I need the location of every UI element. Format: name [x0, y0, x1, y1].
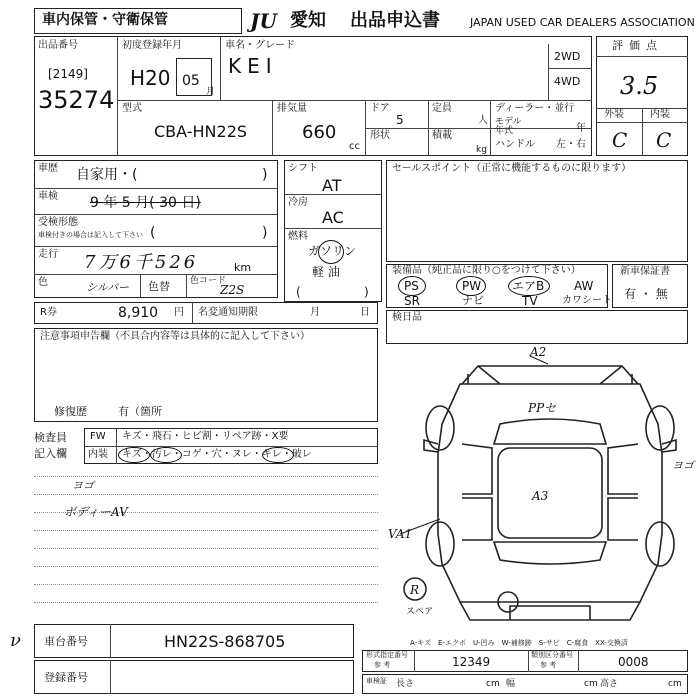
- color-value: シルバー: [86, 281, 129, 294]
- lot-small-number: [2149]: [48, 67, 88, 81]
- load-unit: kg: [476, 145, 487, 155]
- load-label: 積載: [432, 130, 452, 141]
- fuel-diesel: 軽 油: [312, 265, 340, 279]
- repair-value: 有（箇所: [118, 405, 162, 418]
- inspector-box: [386, 310, 688, 344]
- ac-label: 冷房: [288, 197, 308, 208]
- chassis-mark: ν: [10, 630, 21, 651]
- size-height-unit: cm: [668, 679, 682, 689]
- color-code-label: 色コード: [190, 276, 227, 286]
- checker-label-1: 検査員: [34, 431, 67, 444]
- handle-value: 左・右: [556, 139, 586, 150]
- receive-open: (: [150, 225, 156, 241]
- dealer-label: ディーラー・並行: [495, 103, 575, 114]
- equip-pw: PW: [462, 279, 482, 293]
- notes-label: 注意事項申告欄（不具合内容等は具体的に記入して下さい）: [40, 331, 310, 342]
- chassis-value: HN22S-868705: [164, 632, 286, 651]
- recycle-unit: 円: [174, 307, 184, 318]
- chassis-label: 車台番号: [44, 635, 88, 648]
- displacement-unit: cc: [349, 141, 360, 152]
- displacement-label: 排気量: [277, 103, 307, 114]
- drive-4wd: 4WD: [554, 75, 581, 88]
- ac-value: AC: [322, 208, 344, 227]
- history-block: [34, 160, 278, 298]
- mileage-unit: km: [234, 261, 252, 274]
- tax-label: 名変通知期限: [198, 307, 258, 318]
- size-length-unit: cm: [486, 679, 500, 689]
- model-type-label: 型式: [122, 103, 142, 114]
- registration-month: 05: [182, 73, 200, 89]
- fuel-gas-circle: [318, 240, 344, 264]
- checker-label-2: 記入欄: [34, 447, 67, 460]
- size-width: 幅: [506, 679, 516, 689]
- type-spec-label-1: 形式指定番号: [366, 651, 408, 659]
- fuel-gas: ガソリン: [308, 244, 357, 258]
- tax-day: 日: [360, 307, 370, 318]
- model-type-value: CBA-HN22S: [154, 122, 248, 141]
- equip-navi: ナビ: [462, 294, 484, 307]
- type-spec-value-1: 12349: [452, 655, 491, 669]
- fuel-close: ): [364, 285, 369, 299]
- shape-label: 形状: [370, 130, 390, 141]
- type-spec-label-1b: 参 考: [374, 661, 391, 669]
- diag-roof-note: PPセ: [528, 401, 557, 415]
- car-diagram: [400, 344, 700, 644]
- equip-pw-circle: [456, 276, 486, 296]
- sales-point-label: セールスポイント（正常に機能するものに限ります）: [392, 163, 632, 174]
- history-label: 車歴: [38, 163, 58, 174]
- score-value: 3.5: [620, 72, 659, 100]
- color-label: 色: [38, 277, 48, 288]
- receive-close: ): [262, 225, 268, 241]
- ext-label: 外装: [604, 109, 624, 120]
- fuel-open: (: [296, 285, 301, 299]
- model-year-label: モデル 年式: [495, 117, 522, 136]
- receive-sub: 車検付きの場合は記入して下さい: [38, 231, 143, 239]
- inspection-value: 9 年 5 月( 30 日): [90, 195, 201, 211]
- diag-center-mark: A3: [532, 489, 549, 503]
- equip-ps: PS: [404, 279, 419, 293]
- ju-logo: JU: [250, 9, 277, 33]
- shift-value: AT: [322, 176, 342, 195]
- note-hand-2: ボディーAV: [64, 505, 128, 519]
- history-close: ): [262, 167, 268, 183]
- lot-label: 出品番号: [38, 40, 78, 51]
- checker-int-items: キズ・汚レ・コゲ・穴・ヌレ・キレ・破レ: [122, 449, 312, 460]
- size-label: 車検証: [366, 677, 387, 685]
- drive-2wd: 2WD: [554, 50, 581, 63]
- recycle-label: R券: [40, 307, 57, 318]
- capacity-unit: 人: [478, 115, 488, 126]
- equip-airbag-circle: [508, 276, 550, 296]
- repair-label: 修復歴: [54, 405, 87, 418]
- history-value: 自家用・(: [76, 167, 138, 183]
- int-kizu-circle: [118, 447, 150, 463]
- diag-side-mark: VA1: [388, 527, 413, 541]
- association-name: JAPAN USED CAR DEALERS ASSOCIATION: [470, 16, 695, 29]
- checker-fw-items: キズ・飛石・ヒビ割・リペア跡・X要: [122, 431, 289, 442]
- type-spec-label-2b: 参 考: [540, 661, 557, 669]
- lot-number: 35274: [38, 86, 115, 114]
- checker-int-label: 内装: [88, 449, 108, 460]
- equip-airbag: エアB: [512, 279, 545, 293]
- warranty-label: 新車保証書: [620, 266, 670, 277]
- month-unit: 月: [206, 87, 216, 97]
- spare-label: スペア: [406, 607, 434, 617]
- equip-leather: カワシート: [562, 295, 612, 306]
- size-width-unit: cm: [584, 679, 598, 689]
- score-label: 評価点: [612, 39, 663, 52]
- capacity-label: 定員: [432, 103, 452, 114]
- equip-tv: TV: [522, 294, 538, 308]
- equipment-label: 装備品（純正品に限り○をつけて下さい）: [392, 265, 581, 276]
- reg-number-label: 登録番号: [44, 671, 88, 684]
- int-nure-circle: [262, 447, 294, 463]
- color-code-value: Z2S: [220, 283, 245, 297]
- tax-month: 月: [310, 307, 320, 318]
- sales-point-box: [386, 160, 688, 262]
- size-height: 高さ: [600, 679, 619, 689]
- shift-label: シフト: [288, 163, 318, 174]
- spare-mark: R: [410, 583, 420, 597]
- diag-top-mark: A2: [530, 345, 547, 359]
- color-change-label: 色替: [148, 280, 170, 293]
- displacement-value: 660: [302, 122, 337, 143]
- year-unit: 年: [576, 123, 586, 134]
- type-spec-value-2: 0008: [618, 655, 649, 669]
- doors-label: ドア: [370, 103, 390, 114]
- equip-sr: SR: [404, 294, 420, 308]
- registration-label: 初度登録年月: [122, 40, 182, 51]
- mileage-label: 走行: [38, 249, 58, 260]
- inspector-label: 検日品: [392, 312, 422, 323]
- int-label: 内装: [650, 109, 670, 120]
- handle-label: ハンドル: [495, 139, 535, 150]
- damage-legend: A-キズ E-エクボ U-凹み W-補修跡 S-サビ C-腐食 XX-交換済: [410, 639, 628, 647]
- storage-text: 車内保管・守衛保管: [42, 12, 168, 28]
- type-spec-label-2: 類別区分番号: [531, 651, 573, 659]
- registration-era-year: H20: [130, 66, 171, 90]
- form-title: 出品申込書: [350, 10, 440, 31]
- int-score: C: [656, 128, 672, 152]
- warranty-value: 有 ・ 無: [624, 287, 668, 301]
- mileage-value: 7万6千526: [84, 252, 199, 273]
- receive-label: 受検形態: [38, 217, 78, 228]
- car-name-value: KEI: [228, 54, 278, 78]
- equip-aw: AW: [574, 279, 594, 293]
- equip-ps-circle: [398, 276, 426, 296]
- ext-score: C: [612, 128, 628, 152]
- recycle-value: 8,910: [118, 305, 159, 321]
- car-name-label: 車名・グレード: [225, 40, 295, 51]
- inspection-label: 車検: [38, 191, 58, 202]
- diag-right-mark: ヨゴ: [672, 459, 694, 472]
- brand-name: 愛知: [290, 10, 326, 31]
- doors-value: 5: [396, 113, 404, 127]
- int-yogore-circle: [150, 447, 182, 463]
- size-length: 長さ: [396, 679, 415, 689]
- checker-fw: FW: [90, 431, 106, 442]
- fuel-label: 燃料: [288, 231, 308, 242]
- note-hand-1: ヨゴ: [72, 479, 94, 492]
